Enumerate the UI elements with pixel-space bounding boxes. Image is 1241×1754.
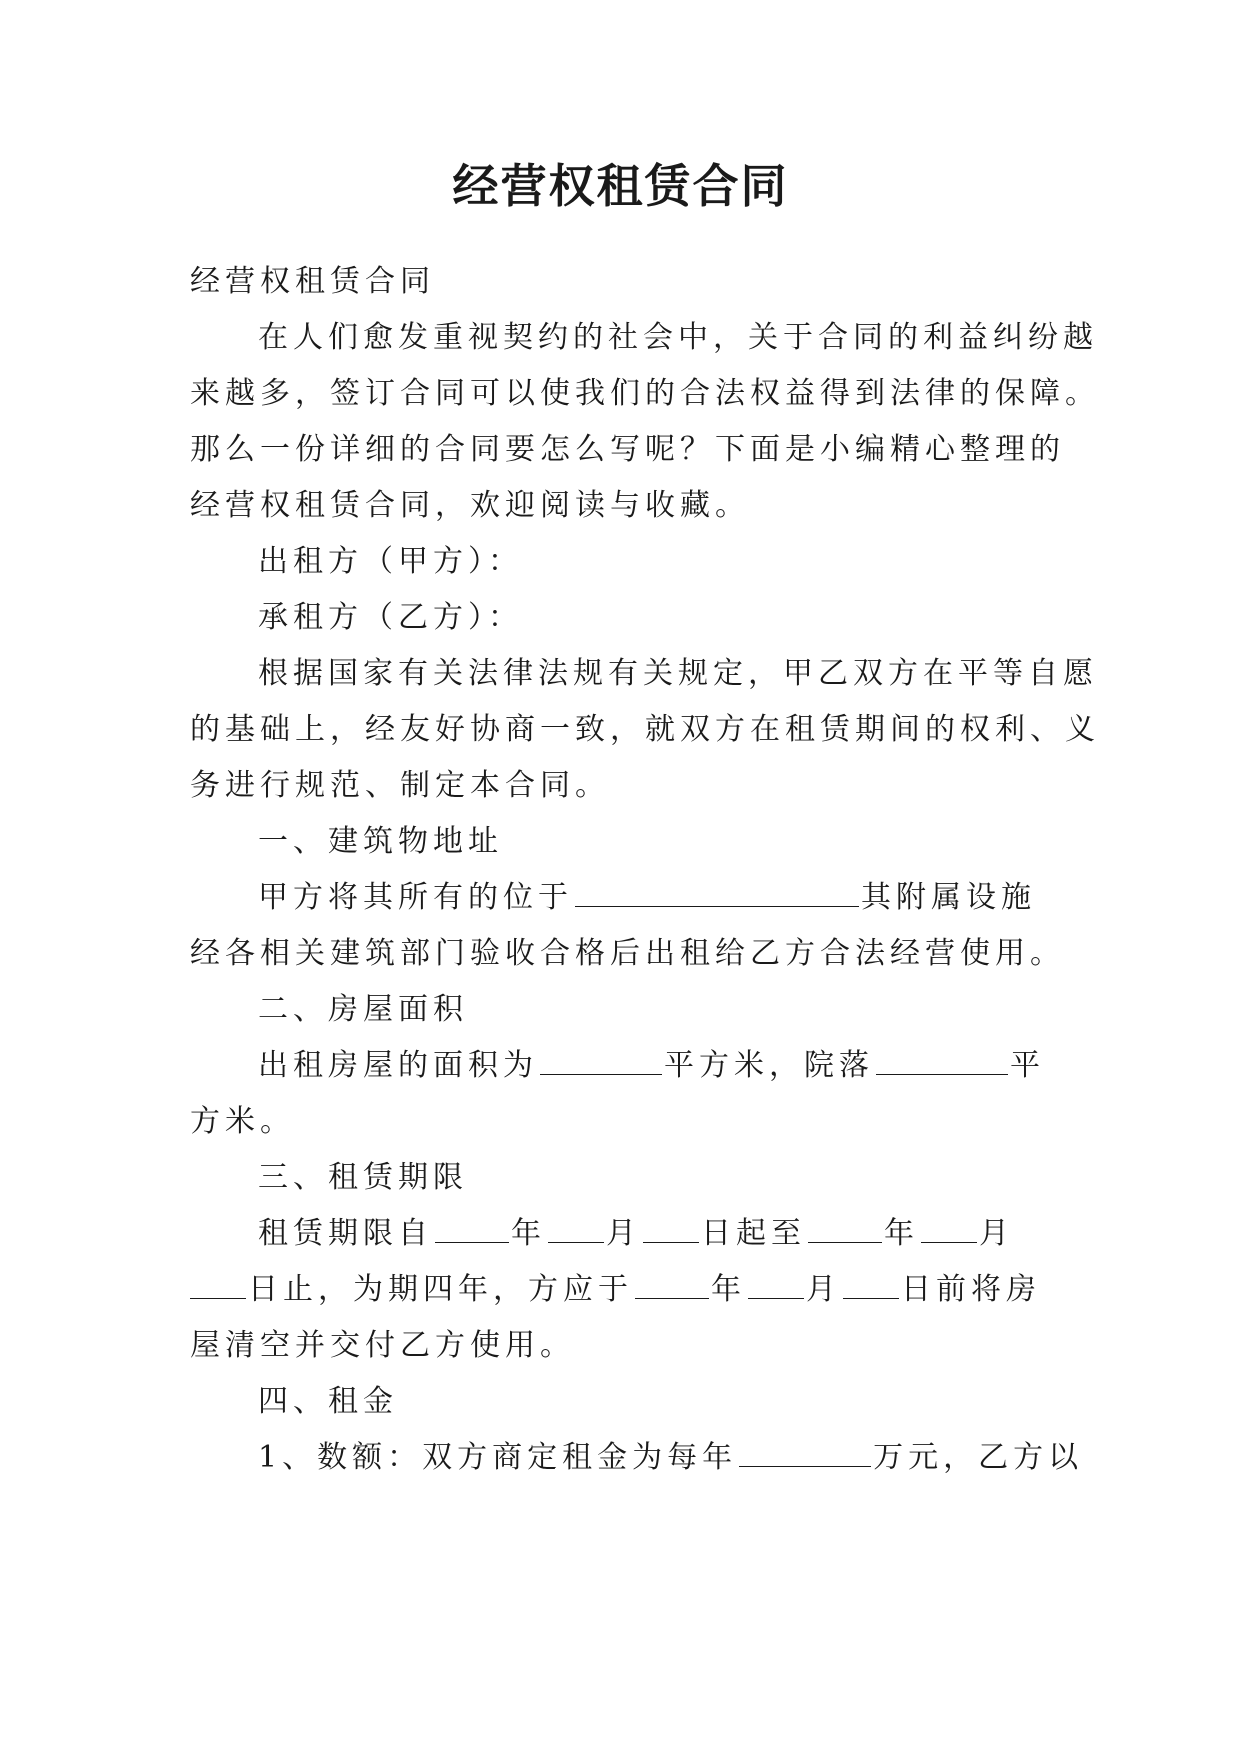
yard-area-blank (876, 1046, 1008, 1075)
end-day-blank (190, 1270, 246, 1299)
section-3-heading: 三、租赁期限 (258, 1160, 468, 1195)
sec2-text-a: 出租房屋的面积为 (258, 1048, 538, 1083)
sec3-l1-t1: 年 (511, 1216, 546, 1251)
rent-amount-blank (739, 1438, 871, 1467)
sec2-text-b: 平方米，院落 (664, 1048, 874, 1083)
address-blank (575, 878, 859, 907)
sec3-l2-t1: 年 (711, 1272, 746, 1307)
sec3-l2-t0: 日止，为期四年，方应于 (248, 1272, 633, 1307)
end-month-blank (921, 1214, 977, 1243)
end-year-blank (808, 1214, 882, 1243)
intro-line-3: 那么一份详细的合同要怎么写呢？下面是小编精心整理的 (190, 432, 1065, 467)
party-b-label: 承租方（乙方）： (258, 600, 523, 635)
section-3-line-2 (190, 1270, 1041, 1310)
sec4-text-a: 1、数额：双方商定租金为每年 (258, 1440, 738, 1475)
section-2-heading: 二、房屋面积 (258, 992, 468, 1027)
document-subtitle: 经营权租赁合同 (190, 264, 435, 299)
sec3-l2-t3: 日前将房 (901, 1272, 1041, 1307)
sec2-text-c: 平 (1010, 1048, 1045, 1083)
start-day-blank (643, 1214, 699, 1243)
handover-month-blank (748, 1270, 804, 1299)
start-month-blank (548, 1214, 604, 1243)
start-year-blank (435, 1214, 509, 1243)
intro-line-4: 经营权租赁合同，欢迎阅读与收藏。 (190, 488, 750, 523)
basis-line-3: 务进行规范、制定本合同。 (190, 768, 610, 803)
section-2-line-2: 方米。 (190, 1104, 295, 1139)
sec4-text-b: 万元，乙方以 (873, 1440, 1084, 1475)
section-1-line-1 (258, 878, 1036, 918)
section-3-line-3: 屋清空并交付乙方使用。 (190, 1328, 575, 1363)
section-4-line-1 (258, 1438, 1083, 1478)
section-2-line-1 (258, 1046, 1045, 1086)
sec3-l2-t2: 月 (806, 1272, 841, 1307)
handover-day-blank (843, 1270, 899, 1299)
basis-line-2: 的基础上，经友好协商一致，就双方在租赁期间的权利、义 (190, 712, 1100, 747)
section-1-heading: 一、建筑物地址 (258, 824, 503, 859)
document-title: 经营权租赁合同 (452, 159, 789, 213)
handover-year-blank (635, 1270, 709, 1299)
sec3-l1-t0: 租赁期限自 (258, 1216, 433, 1251)
intro-line-2: 来越多，签订合同可以使我们的合法权益得到法律的保障。 (190, 376, 1100, 411)
section-1-line-2: 经各相关建筑部门验收合格后出租给乙方合法经营使用。 (190, 936, 1065, 971)
party-a-label: 出租方（甲方）： (258, 544, 523, 579)
sec1-text-b: 其附属设施 (861, 880, 1036, 915)
sec3-l1-t3: 日起至 (701, 1216, 806, 1251)
sec3-l1-t5: 月 (979, 1216, 1014, 1251)
basis-line-1: 根据国家有关法律法规有关规定，甲乙双方在平等自愿 (258, 656, 1098, 691)
area-blank (540, 1046, 662, 1075)
sec3-l1-t4: 年 (884, 1216, 919, 1251)
intro-line-1: 在人们愈发重视契约的社会中，关于合同的利益纠纷越 (258, 320, 1098, 355)
section-4-heading: 四、租金 (258, 1384, 398, 1419)
section-3-line-1 (258, 1214, 1014, 1254)
sec3-l1-t2: 月 (606, 1216, 641, 1251)
sec1-text-a: 甲方将其所有的位于 (258, 880, 573, 915)
